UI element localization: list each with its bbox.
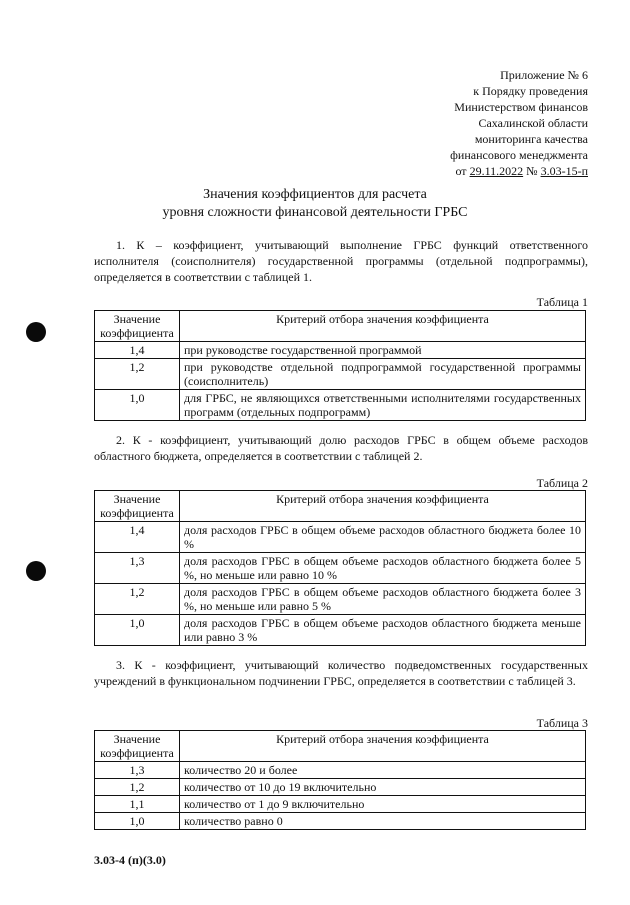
table-row	[95, 762, 586, 779]
table-row	[95, 796, 586, 813]
document-title	[0, 186, 630, 222]
row-criterion: количество от 10 до 19 включительно	[180, 779, 586, 796]
row-value: 1,1	[95, 796, 180, 813]
table-row	[95, 813, 586, 830]
row-value: 1,4	[95, 342, 180, 359]
table-header-row	[95, 731, 586, 762]
header-value: Значение коэффициента	[95, 731, 180, 762]
row-criterion: количество от 1 до 9 включительно	[180, 796, 586, 813]
title-line-1: Значения коэффициентов для расчета	[203, 187, 427, 202]
table-row	[95, 342, 586, 359]
title-line-2: уровня сложности финансовой деятельности ГРБС	[162, 205, 468, 220]
row-value: 1,2	[95, 584, 180, 615]
appendix-number: 3.03-15-п	[540, 164, 588, 178]
appendix-line: Сахалинской области	[478, 116, 588, 130]
row-criterion: доля расходов ГРБС в общем объеме расходов областного бюджета более 10 %	[180, 522, 586, 553]
footer-code: 3.03-4 (п)(3.0)	[94, 853, 166, 867]
row-criterion: доля расходов ГРБС в общем объеме расходов областного бюджета более 5 %, но меньше или равно 10 %	[180, 553, 586, 584]
appendix-line: мониторинга качества	[474, 132, 588, 146]
row-criterion: при руководстве государственной программой	[180, 342, 586, 359]
table-header-row	[95, 311, 586, 342]
row-value: 1,0	[95, 390, 180, 421]
header-value: Значение коэффициента	[95, 311, 180, 342]
paragraph-2-text: 2. К - коэффициент, учитывающий долю расходов ГРБС в общем объеме расходов областного бюджета, определяется в соответствии с таблицей 2.	[94, 433, 588, 463]
date-prefix: от	[455, 164, 470, 178]
row-criterion: при руководстве отдельной подпрограммой государственной программы (соисполнитель)	[180, 359, 586, 390]
appendix-line: Приложение № 6	[500, 68, 588, 82]
table-row	[95, 359, 586, 390]
row-criterion: доля расходов ГРБС в общем объеме расходов областного бюджета более 3 %, но меньше или равно 5 %	[180, 584, 586, 615]
row-value: 1,2	[95, 779, 180, 796]
table-row	[95, 779, 586, 796]
paragraph-3-text: 3. К - коэффициент, учитывающий количество подведомственных государственных учреждений в функциональном подчинении ГРБС, определяется в соответствии с таблицей 3.	[94, 658, 588, 688]
table-2-caption: Таблица 2	[536, 476, 588, 490]
row-value: 1,2	[95, 359, 180, 390]
header-criterion: Критерий отбора значения коэффициента	[180, 311, 586, 342]
row-value: 1,0	[95, 615, 180, 646]
appendix-line: финансового менеджмента	[450, 148, 588, 162]
table-header-row	[95, 491, 586, 522]
punch-hole-bottom	[26, 561, 46, 581]
row-criterion: для ГРБС, не являющихся ответственными исполнителями государственных программ (отдельных подпрограмм)	[180, 390, 586, 421]
appendix-header	[328, 67, 588, 179]
row-value: 1,3	[95, 553, 180, 584]
appendix-line: Министерством финансов	[454, 100, 588, 114]
paragraph-1	[94, 237, 588, 285]
number-prefix: №	[523, 164, 541, 178]
row-value: 1,3	[95, 762, 180, 779]
table-row	[95, 584, 586, 615]
paragraph-1-text: 1. К – коэффициент, учитывающий выполнение ГРБС функций ответственного исполнителя (соисполнителя) государственной программы (отдельной подпрограммы), определяется в соответствии с таблицей 1.	[94, 238, 588, 284]
row-criterion: количество 20 и более	[180, 762, 586, 779]
appendix-date: 29.11.2022	[469, 164, 524, 178]
table-3	[94, 730, 586, 830]
row-value: 1,4	[95, 522, 180, 553]
table-1-caption: Таблица 1	[536, 295, 588, 309]
table-row	[95, 615, 586, 646]
header-criterion: Критерий отбора значения коэффициента	[180, 491, 586, 522]
row-value: 1,0	[95, 813, 180, 830]
table-2	[94, 490, 586, 646]
table-3-caption: Таблица 3	[536, 716, 588, 730]
row-criterion: доля расходов ГРБС в общем объеме расходов областного бюджета меньше или равно 3 %	[180, 615, 586, 646]
header-criterion: Критерий отбора значения коэффициента	[180, 731, 586, 762]
paragraph-2	[94, 432, 588, 464]
row-criterion: количество равно 0	[180, 813, 586, 830]
table-row	[95, 390, 586, 421]
table-1	[94, 310, 586, 421]
paragraph-3	[94, 657, 588, 689]
table-row	[95, 522, 586, 553]
table-row	[95, 553, 586, 584]
appendix-date-line	[328, 163, 588, 179]
punch-hole-top	[26, 322, 46, 342]
header-value: Значение коэффициента	[95, 491, 180, 522]
appendix-line: к Порядку проведения	[473, 84, 588, 98]
